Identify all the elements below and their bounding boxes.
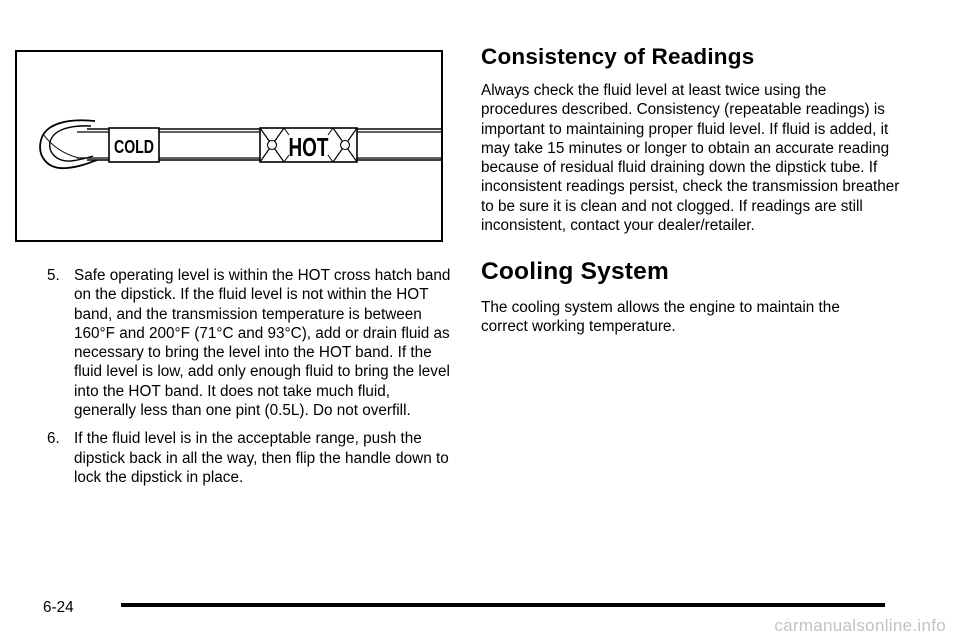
dipstick-drawing: [17, 52, 441, 240]
step-text: Safe operating level is within the HOT cross hatch band on the dipstick. If the fluid level is not within the HOT band, and the transmission temperature is between 160°F and 200°F (71°C and 93°C), add or drain fluid as necessary to bring the level into the HOT band. If the fluid level is low, add only enough fluid to bring the level into the HOT band. It does not take much fluid, generally less than one pint (0.5L). Do not overfill.: [74, 267, 451, 420]
section-title-consistency: Consistency of Readings: [481, 44, 755, 69]
step-number: 5.: [47, 267, 60, 284]
watermark: carmanualsonline.info: [774, 616, 946, 635]
cold-label: COLD: [114, 137, 154, 157]
step-text: If the fluid level is in the acceptable range, push the dipstick back in all the way, then flip the handle down to lock the dipstick in place.: [74, 430, 449, 486]
procedure-steps: [47, 266, 452, 496]
step-number: 6.: [47, 430, 60, 448]
footer-rule: [121, 603, 885, 607]
step-item: [47, 266, 452, 420]
hot-label: HOT: [288, 132, 329, 162]
section-body-consistency: Always check the fluid level at least twice using the procedures described. Consistency (repeatable readings) is important to maintaining proper fluid level. If fluid is added, it may take 15 minutes or longer to obtain an accurate reading because of residual fluid draining down the dipstick tube. If inconsistent readings persist, check the transmission breather to be sure it is clean and not clogged. If readings are still inconsistent, contact your dealer/retailer.: [481, 82, 900, 235]
dipstick-illustration: [15, 50, 443, 242]
section-body-cooling: The cooling system allows the engine to maintain the correct working temperature.: [481, 299, 840, 336]
section-title-cooling: Cooling System: [481, 258, 669, 285]
step-item: [47, 429, 452, 487]
dipstick-handle: [40, 120, 97, 168]
page-number: 6-24: [43, 599, 74, 616]
